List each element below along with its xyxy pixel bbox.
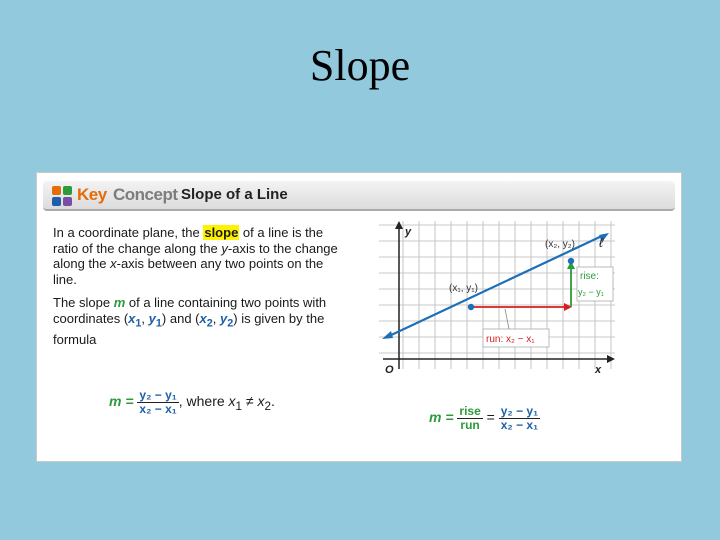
subscript: 2 [264, 400, 271, 413]
not-equal-sign: ≠ [242, 393, 258, 410]
point-2-label: (x₂, y₂) [545, 239, 575, 250]
x1-variable: x [228, 393, 236, 410]
formula-numerator: y₂ − y₁ [139, 388, 177, 402]
formula-fraction [137, 389, 178, 416]
x2-variable: x [257, 393, 265, 410]
y-axis-label: y [405, 226, 412, 238]
run-denominator: run [460, 418, 480, 432]
y2-variable: y [220, 310, 228, 326]
line-label: ℓ [599, 235, 604, 250]
rise-numerator: rise [459, 404, 481, 418]
x2-variable: x [199, 310, 207, 326]
subscript: 1 [155, 317, 162, 330]
x-variable: x [110, 256, 117, 271]
concept-text [53, 225, 343, 347]
rise-expression: y₂ − y₁ [578, 287, 604, 297]
paragraph-formula-intro [53, 295, 343, 347]
text-run: of a line is the ratio of the change along the [53, 225, 324, 256]
brand-key: Key [77, 185, 107, 204]
y-variable: y [221, 240, 228, 256]
paragraph-definition [53, 225, 343, 287]
text-run: , where [178, 393, 229, 410]
coordinate-fraction [499, 405, 540, 432]
point-2 [568, 258, 574, 264]
subscript: 2 [227, 317, 234, 330]
brand-concept: Concept [113, 185, 178, 204]
formula2-numerator: y₂ − y₁ [500, 404, 539, 418]
slope-graph [379, 221, 615, 379]
line-arrow-start-icon [382, 331, 393, 339]
x-axis-label: x [595, 364, 602, 376]
text-run: In a coordinate plane, the [53, 225, 204, 240]
rise-run-fraction [457, 405, 482, 432]
text-run: of a line containing two points with coordinates ( [53, 295, 327, 326]
point-1-label: (x₁, y₁) [449, 283, 478, 294]
card-header [43, 181, 675, 211]
text-run: , [212, 310, 220, 326]
subscript: 2 [206, 317, 213, 330]
text-run: ) is given by the formula [53, 310, 325, 347]
formula2-lhs: m = [429, 409, 454, 426]
slope-highlight: slope [204, 225, 239, 240]
slide-title: Slope [309, 41, 411, 90]
run-label: run: x₂ − x₁ [486, 334, 535, 345]
slope-formula [109, 389, 275, 416]
point-1 [468, 304, 474, 310]
y1-variable: y [148, 310, 156, 326]
equals-sign: = [486, 409, 495, 426]
formula-denominator: x₂ − x₁ [139, 402, 177, 416]
subscript: 1 [135, 317, 142, 330]
rise-run-formula [429, 405, 540, 432]
run-pointer [505, 309, 509, 329]
card-title: Slope of a Line [181, 186, 288, 203]
origin-label: O [385, 364, 394, 376]
x1-variable: x [128, 310, 136, 326]
text-run: -axis between any two points on the line. [53, 256, 324, 287]
m-variable: m [113, 295, 126, 310]
text-run: ) and ( [161, 310, 200, 326]
text-run: . [270, 393, 275, 410]
rise-label: rise: [580, 271, 599, 282]
key-concept-logo-icon [51, 185, 73, 207]
formula2-denominator: x₂ − x₁ [500, 418, 539, 432]
text-run: -axis to the change along the [53, 240, 338, 271]
formula-lhs: m = [109, 393, 134, 410]
subscript: 1 [235, 400, 243, 413]
text-run: , [141, 310, 149, 326]
text-run: The slope [53, 295, 114, 310]
key-concept-card [36, 172, 682, 462]
